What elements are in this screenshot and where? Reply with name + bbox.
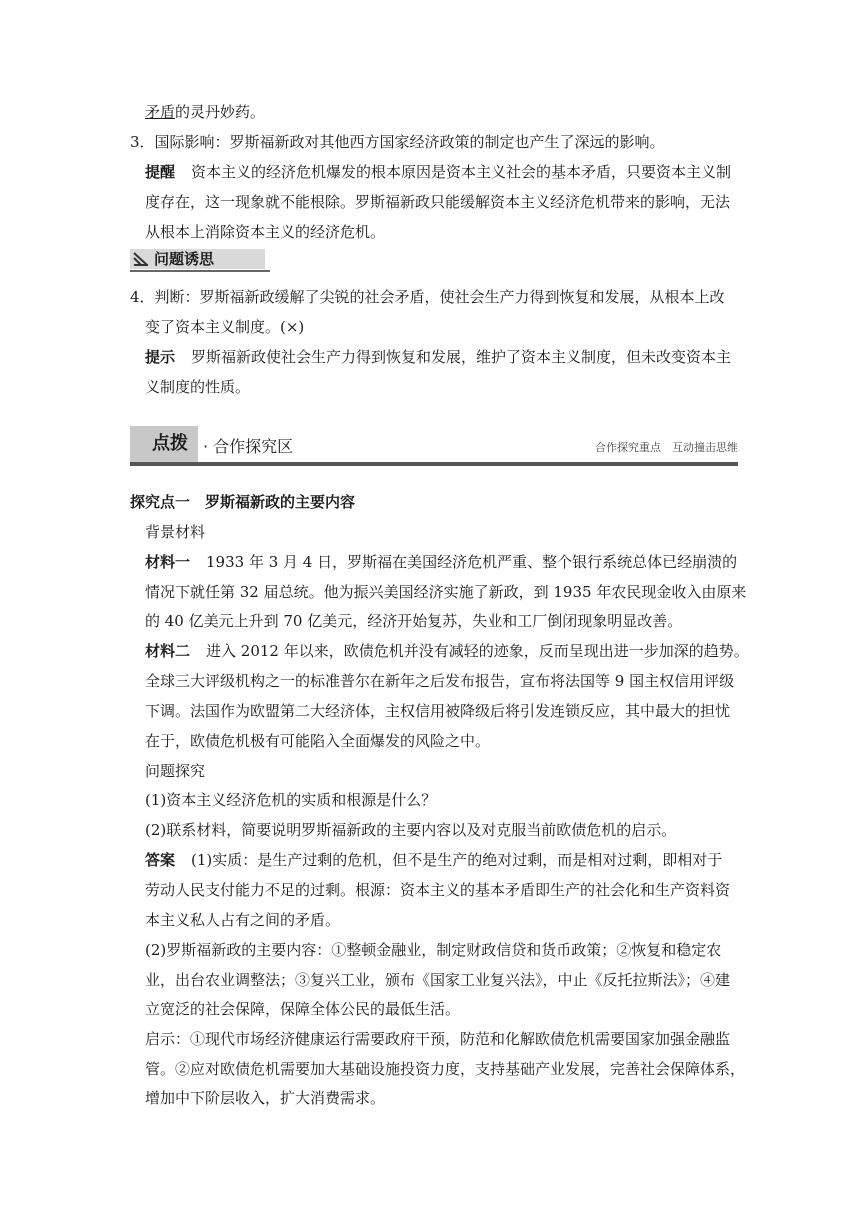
label-hint: 提示 bbox=[145, 348, 176, 366]
text-line: 材料一 1933 年 3 月 4 日，罗斯福在美国经济危机严重、整个银行系统总体已经崩溃的 bbox=[145, 553, 738, 571]
text-line: 材料二 进入 2012 年以来，欧债危机并没有减轻的迹象，反而呈现出进一步加深的趋势。 bbox=[145, 642, 749, 660]
label-reminder: 提醒 bbox=[145, 163, 176, 181]
section-heading: 探究点一 罗斯福新政的主要内容 bbox=[130, 493, 356, 511]
text-line: 本主义私人占有之间的矛盾。 bbox=[145, 911, 341, 929]
text-line: 变了资本主义制度。(×) bbox=[145, 318, 305, 336]
text-line: 增加中下阶层收入，扩大消费需求。 bbox=[145, 1089, 386, 1107]
banner-title: · 合作探究区 bbox=[203, 437, 294, 456]
banner-subtitle: 合作探究重点 互动撞击思维 bbox=[595, 441, 738, 454]
text-line: 劳动人民支付能力不足的过剩。根源：资本主义的基本矛盾即生产的社会化和生产资料资 bbox=[145, 881, 731, 899]
text-line: 在于，欧债危机极有可能陷入全面爆发的风险之中。 bbox=[145, 732, 491, 750]
text-line: 4．判断：罗斯福新政缓解了尖锐的社会矛盾，使社会生产力得到恢复和发展，从根本上改 bbox=[130, 288, 725, 306]
text-line: 启示：①现代市场经济健康运行需要政府干预，防范和化解欧债危机需要国家加强金融监 bbox=[145, 1030, 731, 1048]
text-line: (2)罗斯福新政的主要内容：①整顿金融业，制定财政信贷和货币政策；②恢复和稳定农 bbox=[145, 941, 722, 959]
diagonal-stripes-icon bbox=[133, 252, 149, 266]
text-line: 度存在，这一现象就不能根除。罗斯福新政只能缓解资本主义经济危机带来的影响，无法 bbox=[145, 193, 731, 211]
text-line: (1)资本主义经济危机的实质和根源是什么？ bbox=[145, 791, 437, 809]
underlined-word: 矛盾 bbox=[145, 103, 176, 121]
banner-label: 问题诱思 bbox=[154, 250, 215, 268]
text-line: 情况下就任第 32 届总统。他为振兴美国经济实施了新政，到 1935 年农民现金收入由原来 bbox=[145, 583, 747, 601]
text-line: 业，出台农业调整法；③复兴工业，颁布《国家工业复兴法》，中止《反托拉斯法》；④建 bbox=[145, 971, 731, 989]
section-banner-cooperative bbox=[130, 426, 738, 468]
text-line: 全球三大评级机构之一的标准普尔在新年之后发布报告，宣布将法国等 9 国主权信用评级 bbox=[145, 672, 735, 690]
text-line: 下调。法国作为欧盟第二大经济体，主权信用被降级后将引发连锁反应，其中最大的担忧 bbox=[145, 702, 731, 720]
label-answer: 答案 bbox=[145, 851, 176, 869]
text-line: 3．国际影响：罗斯福新政对其他西方国家经济政策的制定也产生了深远的影响。 bbox=[130, 133, 665, 151]
text-line: 背景材料 bbox=[145, 523, 206, 541]
text-line: 义制度的性质。 bbox=[145, 378, 251, 396]
text-line: 答案 (1)实质：是生产过剩的危机，但不是生产的绝对过剩，而是相对过剩，即相对于 bbox=[145, 851, 723, 869]
text-line: 矛盾的灵丹妙药。 bbox=[145, 103, 266, 121]
text-line: 问题探究 bbox=[145, 762, 206, 780]
text-line: 从根本上消除资本主义的经济危机。 bbox=[145, 223, 386, 241]
label-material-2: 材料二 bbox=[145, 642, 191, 660]
text-line: 提醒 资本主义的经济危机爆发的根本原因是资本主义社会的基本矛盾，只要资本主义制 bbox=[145, 163, 732, 181]
banner-key: 点拨 bbox=[152, 433, 188, 454]
text-line: 管。②应对欧债危机需要加大基础设施投资力度，支持基础产业发展，完善社会保障体系， bbox=[145, 1060, 746, 1078]
text-line: (2)联系材料，简要说明罗斯福新政的主要内容以及对克服当前欧债危机的启示。 bbox=[145, 821, 677, 839]
text-line: 提示 罗斯福新政使社会生产力得到恢复和发展，维护了资本主义制度，但未改变资本主 bbox=[145, 348, 732, 366]
text-line: 的 40 亿美元上升到 70 亿美元，经济开始复苏，失业和工厂倒闭现象明显改善。 bbox=[145, 612, 683, 630]
label-material-1: 材料一 bbox=[145, 553, 191, 571]
section-banner-question bbox=[130, 249, 270, 273]
text-line: 立宽泛的社会保障，保障全体公民的最低生活。 bbox=[145, 1000, 461, 1018]
